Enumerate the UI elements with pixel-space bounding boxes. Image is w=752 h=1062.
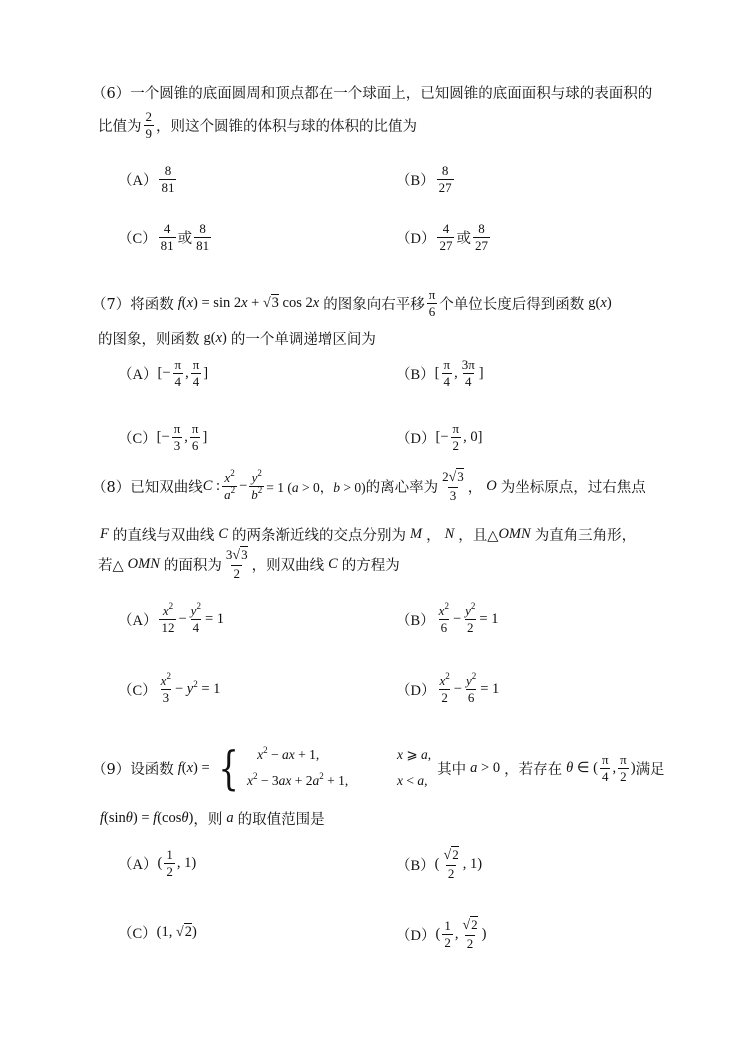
q8-line1: （8） 已知双曲线 C : $\frac{x^2}{a^2}$ − $\frac{y^2}{b^2}$ = 1 (a > 0，b > 0) 的离心率为 $\frac{2√3}{3}$ ， O 为坐标原点，过右焦点 (92, 468, 646, 503)
q6-number: （6） (92, 86, 131, 102)
q8-option-c[interactable]: （C） $\frac{x^2}{3}$ − $y^2 = 1$ (118, 671, 221, 705)
q7-option-d[interactable]: （D） [− $\frac{\pi}{2}$ , 0] (396, 421, 483, 453)
q7-line2: 的图象，则函数 g(x) 的一个单调递增区间为 (98, 330, 376, 348)
q7-option-c[interactable]: （C） [− $\frac{\pi}{3}$ , $\frac{\pi}{6}$ ] (118, 421, 208, 453)
q7-option-b[interactable]: （B） [ $\frac{\pi}{4}$ , $\frac{3\pi}{4}$ ] (396, 357, 484, 389)
fraction: $\frac{2}{9}$ (145, 109, 152, 141)
piecewise-definition: { $x^2$ − ax + 1, x ⩾ a, $x^2 - 3ax + 2a^2 + 1$, x < a, (218, 741, 432, 795)
q7-line1: （7） 将函数 f(x) = sin 2x + √3 cos 2x 的图象向右平移 $\frac{\pi}{6}$ 个单位长度后得到函数 g(x) (92, 287, 612, 319)
q9-option-c[interactable]: （C） (1, √2) (118, 924, 197, 942)
q9-line1: （9） 设函数 f(x) = { $x^2$ − ax + 1, x ⩾ a, $x^2 - 3ax + 2a^2 + 1$, x < a, 其中 a > 0 ，若存在 θ ∈ ( $\frac{\pi}{4}$ , $\frac{\pi}{2}$ ) 满足 (92, 741, 665, 795)
q7-option-a[interactable]: （A） [− $\frac{\pi}{4}$ , $\frac{\pi}{4}$ ] (118, 357, 209, 389)
q8-line2: F 的直线与双曲线 C 的两条渐近线的交点分别为 M ， N ，且△ OMN 为直角三角形， (100, 526, 637, 544)
q8-line3: 若△ OMN 的面积为 $\frac{3√3}{2}$ ，则双曲线 C 的方程为 (98, 547, 400, 581)
q9-option-b[interactable]: （B） ( $\frac{√2}{2}$ , 1) (396, 847, 483, 881)
q8-option-b[interactable]: （B） $\frac{x^2}{6}$ − $\frac{y^2}{2}$ = 1 (396, 601, 499, 635)
q6-option-b[interactable]: （B） $\frac{8}{27}$ (396, 163, 452, 195)
q6-line2: 比值为 $\frac{2}{9}$ ，则这个圆锥的体积与球的体积的比值为 (98, 109, 417, 141)
q8-option-d[interactable]: （D） $\frac{x^2}{2}$ − $\frac{y^2}{6}$ = 1 (396, 671, 500, 705)
q9-line2: f(sinθ) = f(cosθ) ，则 a 的取值范围是 (100, 810, 325, 828)
q6-option-d[interactable]: （D） $\frac{4}{27}$ 或 $\frac{8}{27}$ (396, 221, 488, 253)
q6-line1: （6） 一个圆锥的底面圆周和顶点都在一个球面上，已知圆锥的底面面积与球的表面积的 (92, 82, 652, 103)
q9-option-d[interactable]: （D） ( $\frac{1}{2}$ , $\frac{√2}{2}$ ) (396, 917, 487, 951)
q6-option-c[interactable]: （C） $\frac{4}{81}$ 或 $\frac{8}{81}$ (118, 221, 210, 253)
q8-option-a[interactable]: （A） $\frac{x^2}{12}$ − $\frac{y^2}{4}$ = 1 (118, 601, 225, 635)
q6-option-a[interactable]: （A） $\frac{8}{81}$ (118, 163, 175, 195)
q9-option-a[interactable]: （A） ( $\frac{1}{2}$ , 1) (118, 847, 197, 879)
